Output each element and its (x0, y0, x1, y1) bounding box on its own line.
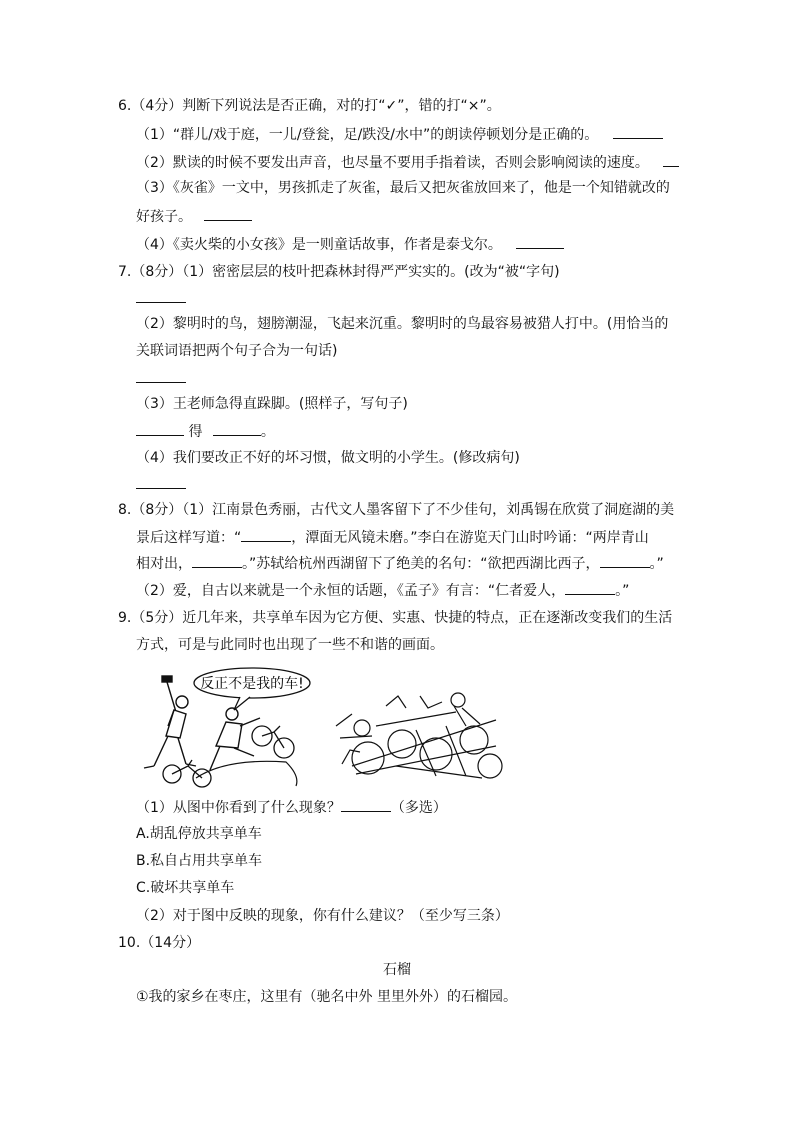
q6-item-1 (136, 124, 663, 145)
q8-line-4 (136, 580, 629, 601)
q6-item-2 (136, 152, 679, 173)
man-kicking-bike-figure (196, 708, 297, 786)
q7-answer-4 (136, 474, 186, 495)
q6-item-4-blank[interactable] (516, 234, 564, 249)
q7-answer-1-blank[interactable] (136, 288, 186, 303)
q9-line-2: 方式，可是与此同时也出现了一些不和谐的画面。 (136, 637, 444, 653)
shared-bike-cartoon (136, 666, 506, 792)
q7-answer-3-mid: 得 (188, 424, 203, 440)
q7-item-3: （3）王老师急得直跺脚。(照样子，写句子) (136, 396, 408, 412)
q6-item-3-line1: （3）《灰雀》一文中，男孩抓走了灰雀，最后又把灰雀放回来了，他是一个知错就改的 (136, 180, 670, 196)
q6-item-4-text: （4）《卖火柴的小女孩》是一则童话故事，作者是泰戈尔。 (136, 237, 502, 253)
q6-item-1-text: （1）“群儿/戏于庭，一儿/登瓮，足/跌没/水中”的朗读停顿划分是正确的。 (136, 127, 599, 143)
q7-answer-3-end: 。 (260, 424, 275, 440)
q7-answer-2-blank[interactable] (136, 368, 186, 383)
q7-item-2-line2: 关联词语把两个句子合为一句话) (136, 343, 338, 359)
q8-line-3-c: 。” (649, 556, 664, 572)
q6-item-2-blank[interactable] (663, 152, 679, 167)
q6-item-4 (136, 234, 564, 255)
q8-line-2-a: 景后这样写道：“ (136, 530, 242, 546)
q8-line-3-a: 相对出， (136, 556, 192, 572)
q8-blank-1[interactable] (241, 527, 291, 542)
q6-item-3-line2 (136, 206, 252, 227)
q9-sub-1-note: （多选） (390, 800, 447, 816)
q8-line-2 (136, 527, 649, 548)
q7-item-2-line1: （2）黎明时的鸟，翅膀潮湿，飞起来沉重。黎明时的鸟最容易被猎人打中。(用恰当的 (136, 316, 669, 332)
q7-answer-3 (136, 421, 275, 442)
q8-line-3-b: 。”苏轼给杭州西湖留下了绝美的名句：“欲把西湖比西子， (242, 556, 600, 572)
q6-item-1-blank[interactable] (613, 124, 663, 139)
q6-item-2-text: （2）默读的时候不要发出声音，也尽量不要用手指着读，否则会影响阅读的速度。 (136, 155, 649, 171)
q9-sub-1-text: （1）从图中你看到了什么现象？ (136, 800, 341, 816)
q9-option-b[interactable]: B.私自占用共享单车 (136, 853, 263, 869)
bike-pile (336, 693, 502, 778)
q7-answer-4-blank[interactable] (136, 474, 186, 489)
q7-item-4: （4）我们要改正不好的坏习惯，做文明的小学生。(修改病句) (136, 450, 520, 466)
q9-option-a[interactable]: A.胡乱停放共享单车 (136, 826, 262, 842)
q7-header: 7.（8分）（1）密密层层的枝叶把森林封得严严实实的。(改为“被“字句) (118, 264, 560, 280)
q7-answer-2 (136, 368, 186, 389)
q8-line-4-a: （2）爱，自古以来就是一个永恒的话题，《孟子》有言：“仁者爱人， (136, 583, 566, 599)
q7-answer-3-blank-b[interactable] (213, 421, 261, 436)
q8-blank-2[interactable] (192, 553, 242, 568)
q6-item-3-text: 好孩子。 (136, 209, 192, 225)
q9-option-c[interactable]: C.破坏共享单车 (136, 880, 235, 896)
q7-answer-3-blank-a[interactable] (136, 421, 184, 436)
q8-line-2-b: ，潭面无风镜未磨。”李白在游览天门山时吟诵：“两岸青山 (291, 530, 649, 546)
q9-sub-2: （2）对于图中反映的现象，你有什么建议？（至少写三条） (136, 908, 509, 924)
q6-header: 6.（4分）判断下列说法是否正确，对的打“✓”，错的打“×”。 (118, 98, 501, 114)
q10-header: 10.（14分） (118, 935, 201, 951)
q9-sub-1-blank[interactable] (341, 797, 391, 812)
speech-bubble-text: 反正不是我的车! (200, 676, 304, 692)
q8-blank-3[interactable] (600, 553, 650, 568)
q8-blank-4[interactable] (565, 580, 615, 595)
q9-line-1: 9.（5分）近几年来，共享单车因为它方便、实惠、快捷的特点，正在逐渐改变我们的生活 (118, 610, 673, 626)
man-with-hammer-figure (144, 676, 196, 768)
q8-line-4-b: 。” (615, 583, 630, 599)
speech-bubble (194, 668, 310, 710)
q8-line-1: 8.（8分）（1）江南景色秀丽，古代文人墨客留下了不少佳句，刘禹锡在欣赏了洞庭湖的美 (118, 502, 675, 518)
q7-answer-1 (136, 288, 186, 309)
q10-passage-title: 石榴 (383, 962, 411, 978)
q6-item-3-blank[interactable] (204, 206, 252, 221)
q8-line-3 (136, 553, 664, 574)
q10-paragraph-1: ①我的家乡在枣庄，这里有（驰名中外 里里外外）的石榴园。 (136, 989, 517, 1005)
q9-sub-1 (136, 797, 447, 818)
